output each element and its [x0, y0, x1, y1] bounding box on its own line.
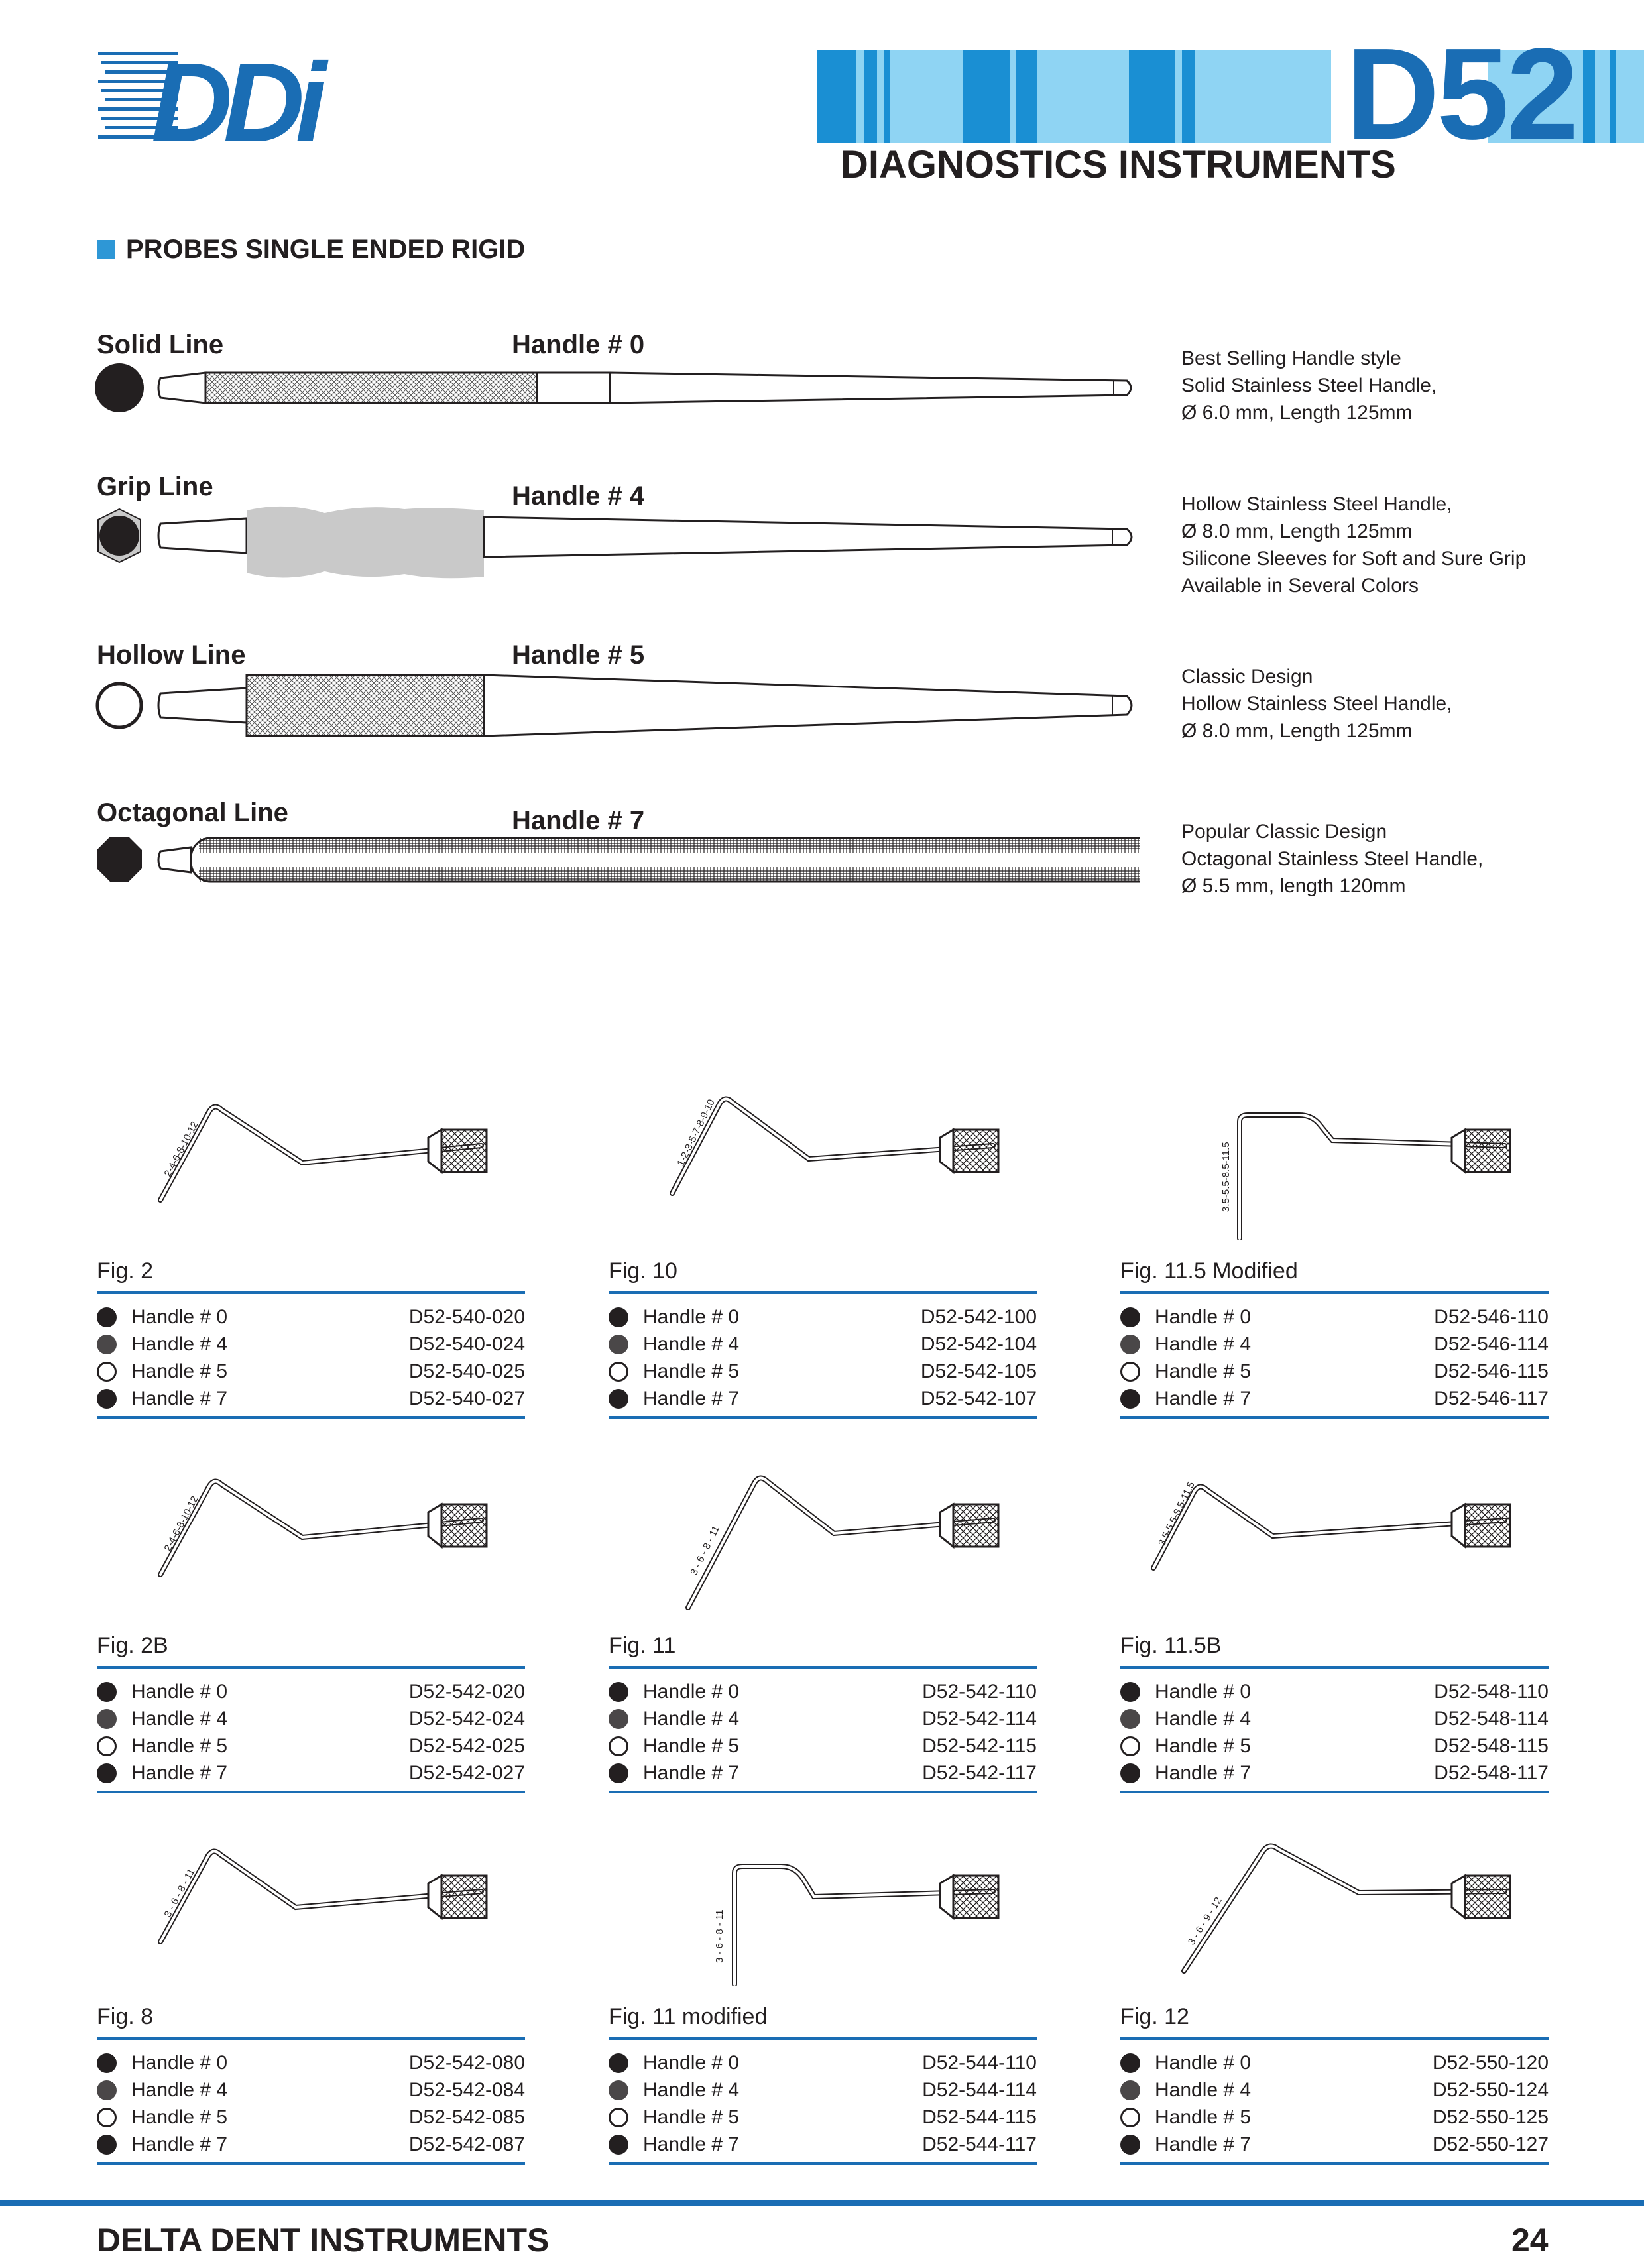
- figure-label: Fig. 2B: [97, 1633, 168, 1658]
- product-item: [609, 1705, 1037, 1732]
- handle-type-icon: [1120, 2108, 1140, 2127]
- handle-type-icon: [1120, 1362, 1140, 1382]
- product-handle: Handle # 4: [643, 1333, 740, 1355]
- category-bullet: [97, 240, 115, 259]
- product-item: [609, 1358, 1037, 1385]
- product-handle: Handle # 7: [1155, 1388, 1252, 1409]
- product-handle: Handle # 0: [131, 1681, 228, 1702]
- product-code: D52-550-127: [1432, 2133, 1549, 2155]
- product-item: [97, 1705, 525, 1732]
- figure-rule-bottom: [1120, 1791, 1549, 1793]
- handle-type-icon: [97, 1362, 117, 1382]
- figure-label: Fig. 11.5 Modified: [1120, 1258, 1298, 1283]
- product-handle: Handle # 7: [131, 2133, 228, 2155]
- figure-rule-top: [97, 2037, 525, 2040]
- product-code: D52-542-085: [408, 2106, 525, 2128]
- probe-illustration: [609, 1435, 1037, 1614]
- product-handle: Handle # 7: [1155, 2133, 1252, 2155]
- product-code: D52-542-114: [922, 1708, 1037, 1730]
- footer-company: DELTA DENT INSTRUMENTS: [97, 2222, 550, 2259]
- probe-illustration: [1120, 1061, 1549, 1240]
- product-code: D52-542-080: [408, 2052, 525, 2074]
- product-code: D52-550-120: [1432, 2052, 1549, 2074]
- product-handle: Handle # 0: [1155, 1681, 1252, 1702]
- product-handle: Handle # 5: [131, 1360, 228, 1382]
- product-item: [1120, 2076, 1549, 2104]
- probe-illustration: [97, 1807, 525, 1986]
- product-code: D52-544-114: [922, 2079, 1037, 2101]
- product-item: [97, 2104, 525, 2131]
- probe-illustration: [1120, 1807, 1549, 1986]
- probe-markings: 2-4-6-8-10-12: [162, 1119, 201, 1179]
- handle-type-icon: [97, 1389, 117, 1409]
- probe-markings: 3 - 6 - 8 - 11: [714, 1909, 725, 1963]
- handle-type-icon: [97, 2053, 117, 2073]
- probe-illustration: [97, 1435, 525, 1614]
- handle-type-icon: [97, 2080, 117, 2100]
- catalog-code: D52: [1346, 21, 1576, 166]
- probe-illustration: [609, 1807, 1037, 1986]
- handle-type-icon: [97, 1307, 117, 1327]
- figure-rule-top: [1120, 1666, 1549, 1669]
- product-code: D52-542-084: [408, 2079, 525, 2101]
- handle-type-icon: [1120, 1736, 1140, 1756]
- product-item: [1120, 1331, 1549, 1358]
- page-number: 24: [1511, 2222, 1549, 2259]
- product-code: D52-550-124: [1432, 2079, 1549, 2101]
- product-handle: Handle # 0: [1155, 2052, 1252, 2074]
- handle-type-icon: [609, 1362, 628, 1382]
- hollow-profile-icon: [97, 684, 141, 727]
- handle-line-name: Hollow Line: [97, 640, 246, 670]
- product-item: [1120, 1678, 1549, 1705]
- handle-number: Handle # 7: [512, 806, 645, 835]
- handle-type-icon: [1120, 2135, 1140, 2155]
- product-code: D52-542-027: [408, 1762, 525, 1784]
- figure-rule-bottom: [609, 1791, 1037, 1793]
- product-handle: Handle # 4: [131, 1708, 228, 1730]
- product-item: [609, 2076, 1037, 2104]
- product-item: [1120, 2049, 1549, 2076]
- product-handle: Handle # 7: [131, 1762, 228, 1784]
- handle-type-icon: [1120, 1389, 1140, 1409]
- product-handle: Handle # 0: [131, 2052, 228, 2074]
- hollow-handle-illustration: [93, 672, 1140, 739]
- product-handle: Handle # 5: [643, 2106, 740, 2128]
- product-code: D52-542-025: [408, 1735, 525, 1757]
- product-item: [609, 1385, 1037, 1412]
- probe-markings: 2-4-6-8-10-12: [162, 1494, 201, 1553]
- handle-type-icon: [609, 1307, 628, 1327]
- product-code: D52-542-024: [408, 1708, 525, 1730]
- product-code: D52-542-117: [922, 1762, 1037, 1784]
- figure-rule-top: [1120, 1291, 1549, 1294]
- product-handle: Handle # 4: [643, 1708, 740, 1730]
- handle-description: Hollow Stainless Steel Handle, Ø 8.0 mm, Length 125mm Silicone Sleeves for Soft and Sure Grip Available in Several Colors: [1181, 493, 1527, 597]
- probe-markings: 3.5-5.5-8.5-11.5: [1220, 1142, 1232, 1212]
- handle-type-icon: [97, 1736, 117, 1756]
- handle-line-name: Grip Line: [97, 472, 213, 501]
- product-code: D52-546-114: [1434, 1333, 1549, 1355]
- handle-type-icon: [1120, 1682, 1140, 1702]
- product-item: [609, 1331, 1037, 1358]
- figure-label: Fig. 2: [97, 1258, 154, 1283]
- product-code: D52-544-115: [922, 2106, 1037, 2128]
- product-code: D52-546-117: [1434, 1388, 1549, 1409]
- product-code: D52-540-025: [408, 1360, 525, 1382]
- handle-type-icon: [609, 2108, 628, 2127]
- handle-type-icon: [97, 1682, 117, 1702]
- figure-label: Fig. 11.5B: [1120, 1633, 1222, 1658]
- octagon-profile-icon: [97, 837, 142, 882]
- product-item: [1120, 1358, 1549, 1385]
- probe-illustration: [97, 1061, 525, 1240]
- product-item: [1120, 2104, 1549, 2131]
- probe-markings: 3.5-5.5-8.5-11.5: [1156, 1480, 1197, 1548]
- product-item: [97, 1385, 525, 1412]
- handle-type-icon: [609, 2135, 628, 2155]
- product-handle: Handle # 5: [1155, 2106, 1252, 2128]
- product-handle: Handle # 7: [643, 2133, 740, 2155]
- figure-rule-top: [609, 1291, 1037, 1294]
- handle-type-icon: [609, 2080, 628, 2100]
- product-item: [609, 2049, 1037, 2076]
- figure-rule-top: [97, 1666, 525, 1669]
- product-handle: Handle # 5: [131, 1735, 228, 1757]
- probe-markings: 1-2-3-5-7-8-9-10: [675, 1097, 717, 1168]
- handle-type-icon: [97, 1763, 117, 1783]
- product-handle: Handle # 5: [1155, 1735, 1252, 1757]
- octagonal-handle-illustration: [93, 831, 1140, 891]
- handle-type-icon: [609, 1682, 628, 1702]
- product-item: [97, 2131, 525, 2158]
- figure-label: Fig. 12: [1120, 2004, 1189, 2029]
- handle-number: Handle # 5: [512, 640, 645, 670]
- handle-type-icon: [1120, 1307, 1140, 1327]
- product-code: D52-542-105: [920, 1360, 1037, 1382]
- product-handle: Handle # 7: [131, 1388, 228, 1409]
- grip-handle-illustration: [93, 504, 1140, 583]
- handle-type-icon: [1120, 2080, 1140, 2100]
- handle-type-icon: [609, 2053, 628, 2073]
- handle-description: Best Selling Handle style Solid Stainless Steel Handle, Ø 6.0 mm, Length 125mm: [1181, 347, 1437, 424]
- product-item: [97, 1303, 525, 1331]
- product-item: [609, 2131, 1037, 2158]
- figure-rule-top: [97, 1291, 525, 1294]
- probe-markings: 3 - 6 - 8 - 11: [162, 1866, 198, 1919]
- product-code: D52-548-117: [1434, 1762, 1549, 1784]
- product-handle: Handle # 4: [1155, 1333, 1252, 1355]
- product-code: D52-542-104: [920, 1333, 1037, 1355]
- product-code: D52-548-110: [1434, 1681, 1549, 1702]
- product-code: D52-542-110: [922, 1681, 1037, 1702]
- footer-rule: [0, 2200, 1644, 2206]
- handle-type-icon: [97, 1335, 117, 1354]
- handle-line-name: Octagonal Line: [97, 798, 288, 827]
- figure-rule-bottom: [97, 1416, 525, 1419]
- product-code: D52-540-027: [408, 1388, 525, 1409]
- handle-type-icon: [609, 1389, 628, 1409]
- round-profile-icon: [95, 363, 144, 412]
- figure-rule-bottom: [609, 1416, 1037, 1419]
- product-item: [1120, 1303, 1549, 1331]
- handle-type-icon: [609, 1335, 628, 1354]
- figure-rule-bottom: [609, 2162, 1037, 2165]
- section-title: DIAGNOSTICS INSTRUMENTS: [841, 143, 1396, 186]
- product-item: [97, 1760, 525, 1787]
- svg-text:DDi: DDi: [151, 45, 318, 151]
- handle-type-icon: [1120, 1709, 1140, 1729]
- figure-label: Fig. 11 modified: [609, 2004, 768, 2029]
- product-code: D52-540-024: [408, 1333, 525, 1355]
- figure-label: Fig. 10: [609, 1258, 677, 1283]
- product-item: [97, 1732, 525, 1760]
- handle-line-name: Solid Line: [97, 330, 224, 359]
- product-item: [1120, 1732, 1549, 1760]
- product-handle: Handle # 4: [1155, 2079, 1252, 2101]
- handle-description: Classic Design Hollow Stainless Steel Handle, Ø 8.0 mm, Length 125mm: [1181, 666, 1452, 742]
- product-handle: Handle # 5: [1155, 1360, 1252, 1382]
- product-item: [97, 2049, 525, 2076]
- product-item: [1120, 1385, 1549, 1412]
- product-code: D52-542-100: [920, 1306, 1037, 1328]
- product-handle: Handle # 0: [643, 2052, 740, 2074]
- figure-rule-bottom: [1120, 2162, 1549, 2165]
- product-handle: Handle # 0: [643, 1681, 740, 1702]
- product-handle: Handle # 5: [131, 2106, 228, 2128]
- handle-number: Handle # 0: [512, 330, 645, 359]
- product-item: [1120, 1760, 1549, 1787]
- probe-illustration: [609, 1061, 1037, 1240]
- figure-label: Fig. 8: [97, 2004, 154, 2029]
- product-handle: Handle # 5: [643, 1360, 740, 1382]
- solid-handle-illustration: [93, 358, 1140, 418]
- product-item: [97, 1678, 525, 1705]
- product-code: D52-544-117: [922, 2133, 1037, 2155]
- handle-type-icon: [97, 2135, 117, 2155]
- product-code: D52-548-114: [1434, 1708, 1549, 1730]
- figure-label: Fig. 11: [609, 1633, 676, 1658]
- product-item: [97, 1331, 525, 1358]
- probe-illustration: [1120, 1435, 1549, 1614]
- handle-type-icon: [609, 1709, 628, 1729]
- figure-rule-top: [1120, 2037, 1549, 2040]
- product-code: D52-546-115: [1434, 1360, 1549, 1382]
- product-handle: Handle # 0: [131, 1306, 228, 1328]
- figure-rule-top: [609, 1666, 1037, 1669]
- product-code: D52-550-125: [1432, 2106, 1549, 2128]
- product-handle: Handle # 4: [643, 2079, 740, 2101]
- handle-type-icon: [97, 1709, 117, 1729]
- product-code: D52-540-020: [408, 1306, 525, 1328]
- handle-type-icon: [1120, 1763, 1140, 1783]
- product-code: D52-542-087: [408, 2133, 525, 2155]
- product-code: D52-548-115: [1434, 1735, 1549, 1757]
- product-item: [1120, 1705, 1549, 1732]
- figure-rule-bottom: [97, 2162, 525, 2165]
- product-code: D52-542-107: [920, 1388, 1037, 1409]
- product-handle: Handle # 5: [643, 1735, 740, 1757]
- product-handle: Handle # 7: [643, 1388, 740, 1409]
- product-item: [97, 2076, 525, 2104]
- ddi-logo: [98, 45, 350, 151]
- product-item: [609, 1678, 1037, 1705]
- product-item: [97, 1358, 525, 1385]
- handle-description: Popular Classic Design Octagonal Stainless Steel Handle, Ø 5.5 mm, length 120mm: [1181, 821, 1484, 897]
- probe-markings: 3 - 6 - 9 - 12: [1185, 1895, 1224, 1948]
- product-item: [609, 1732, 1037, 1760]
- product-handle: Handle # 0: [643, 1306, 740, 1328]
- product-code: D52-542-020: [408, 1681, 525, 1702]
- product-code: D52-542-115: [922, 1735, 1037, 1757]
- figure-rule-bottom: [97, 1791, 525, 1793]
- product-handle: Handle # 4: [1155, 1708, 1252, 1730]
- product-handle: Handle # 4: [131, 1333, 228, 1355]
- handle-type-icon: [97, 2108, 117, 2127]
- product-item: [1120, 2131, 1549, 2158]
- product-handle: Handle # 4: [131, 2079, 228, 2101]
- category-title: PROBES SINGLE ENDED RIGID: [126, 235, 526, 264]
- product-item: [609, 1760, 1037, 1787]
- product-handle: Handle # 7: [1155, 1762, 1252, 1784]
- handle-type-icon: [609, 1763, 628, 1783]
- probe-markings: 3 - 6 - 8 - 11: [688, 1523, 722, 1577]
- product-handle: Handle # 7: [643, 1762, 740, 1784]
- product-handle: Handle # 0: [1155, 1306, 1252, 1328]
- figure-rule-top: [609, 2037, 1037, 2040]
- handle-number: Handle # 4: [512, 481, 645, 510]
- handle-type-icon: [1120, 1335, 1140, 1354]
- product-code: D52-544-110: [922, 2052, 1037, 2074]
- handle-type-icon: [1120, 2053, 1140, 2073]
- product-code: D52-546-110: [1434, 1306, 1549, 1328]
- figure-rule-bottom: [1120, 1416, 1549, 1419]
- product-item: [609, 1303, 1037, 1331]
- handle-type-icon: [609, 1736, 628, 1756]
- product-item: [609, 2104, 1037, 2131]
